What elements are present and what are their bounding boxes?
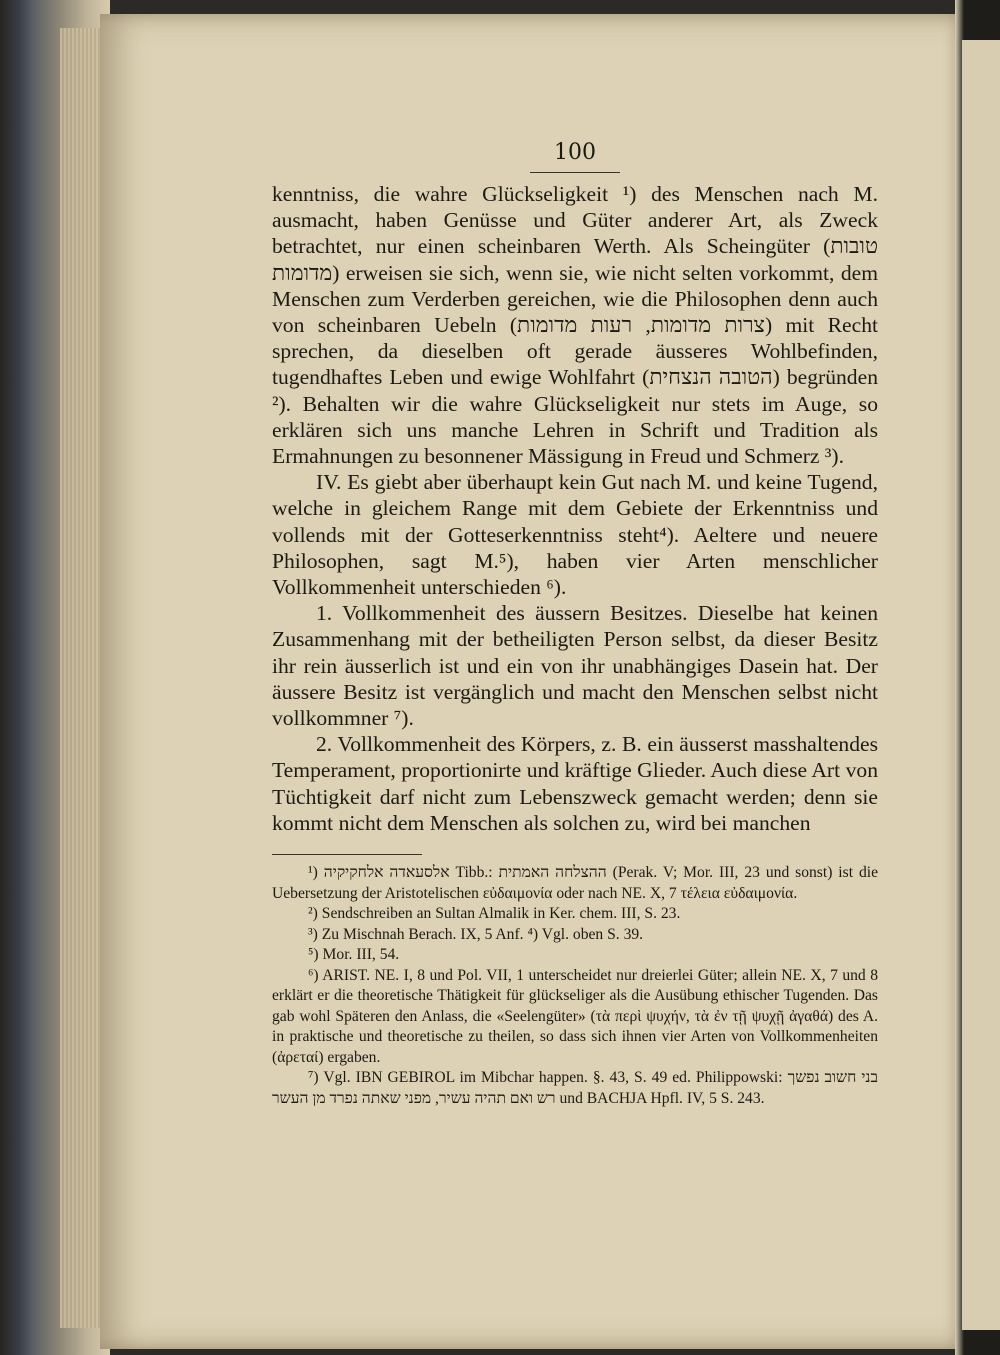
footnote-6: ⁶) ARIST. NE. I, 8 und Pol. VII, 1 unterscheidet nur dreierlei Güter; allein NE. X, 7 und 8 erklärt er die theoretische Thätigkeit für glückseliger als die Ausübung ethischer Tugenden. Das gab wohl Späteren den Anlass, die «Seelengüter» (τὰ περὶ ψυχήν, τὰ ἐν τῇ ψυχῇ ἀγαθά) des A. in praktische und theoretische zu theilen, so dass sich ihnen vier Arten von Vollkommenheiten (ἀρεταί) ergaben. <box>272 966 878 1066</box>
paragraph-2: IV. Es giebt aber überhaupt kein Gut nach M. und keine Tugend, welche in gleichem Range mit dem Gebiete der Erkenntniss und vollends mit der Gotteserkenntniss steht⁴). Aeltere und neuere Philosophen, sagt M.⁵), haben vier Arten menschlicher Vollkommenheit unterschieden ⁶). <box>272 470 878 600</box>
footnotes <box>272 863 878 1109</box>
footnote-7: ⁷) Vgl. IBN GEBIROL im Mibchar happen. §. 43, S. 49 ed. Philippowski: בני חשוב נפשך רש ואם תהיה עשיר, מפני שאתה נפרד מן העשר und BACHJA Hpfl. IV, 5 S. 243. <box>272 1069 879 1107</box>
footnote-1: ¹) אלסעאדה אלחקיקיה Tibb.: ההצלחה האמתית (Perak. V; Mor. III, 23 und sonst) ist die Uebersetzung der Aristotelischen εὐδαιμονία oder nach NE. X, 7 τέλεια εὐδαιμονία. <box>272 864 878 902</box>
page-content <box>272 140 878 1109</box>
footnote-rule <box>272 854 422 855</box>
paragraph-4: 2. Vollkommenheit des Körpers, z. B. ein äusserst masshaltendes Temperament, proportionirte und kräftige Glieder. Auch diese Art von Tüchtigkeit darf nicht zum Lebenszweck gemacht werden; denn sie kommt nicht dem Menschen als solchen zu, wird bei manchen <box>272 732 878 835</box>
paragraph-3: 1. Vollkommenheit des äussern Besitzes. Dieselbe hat keinen Zusammenhang mit der betheiligten Person selbst, da dieser Besitz ihr rein äusserlich ist und ein von ihr unabhängiges Dasein hat. Der äussere Besitz ist vergänglich und macht den Menschen selbst nicht vollkommner ⁷). <box>272 601 878 731</box>
body-text <box>272 181 878 836</box>
footnote-3-4: ³) Zu Mischnah Berach. IX, 5 Anf. ⁴) Vgl. oben S. 39. <box>308 925 644 943</box>
page-number: 100 <box>554 140 596 165</box>
page-number-rule <box>530 172 620 173</box>
facing-page-strip <box>962 40 1000 1330</box>
footnote-2: ²) Sendschreiben an Sultan Almalik in Ker. chem. III, S. 23. <box>308 905 681 923</box>
footnote-5: ⁵) Mor. III, 54. <box>308 946 400 964</box>
paragraph-1: kenntniss, die wahre Glückseligkeit ¹) des Menschen nach M. ausmacht, haben Genüsse und Güter anderer Art, als Zweck betrachtet, nur einen scheinbaren Werth. Als Scheingüter (טובות מדומות) erweisen sie sich, wenn sie, wie nicht selten vorkommt, dem Menschen zum Verderben gereichen, wie die Philosophen denn auch von scheinbaren Uebeln (צרות מדומות, רעות מדומות) mit Recht sprechen, da dieselben oft gerade äusseres Wohlbefinden, tugendhaftes Leben und ewige Wohlfahrt (הטובה הנצחית) begründen ²). Behalten wir die wahre Glückseligkeit nur stets im Auge, so erklären sich uns manche Lehren in Schrift und Tradition als Ermahnungen zu besonnener Mässigung in Freud und Schmerz ³). <box>272 182 878 469</box>
